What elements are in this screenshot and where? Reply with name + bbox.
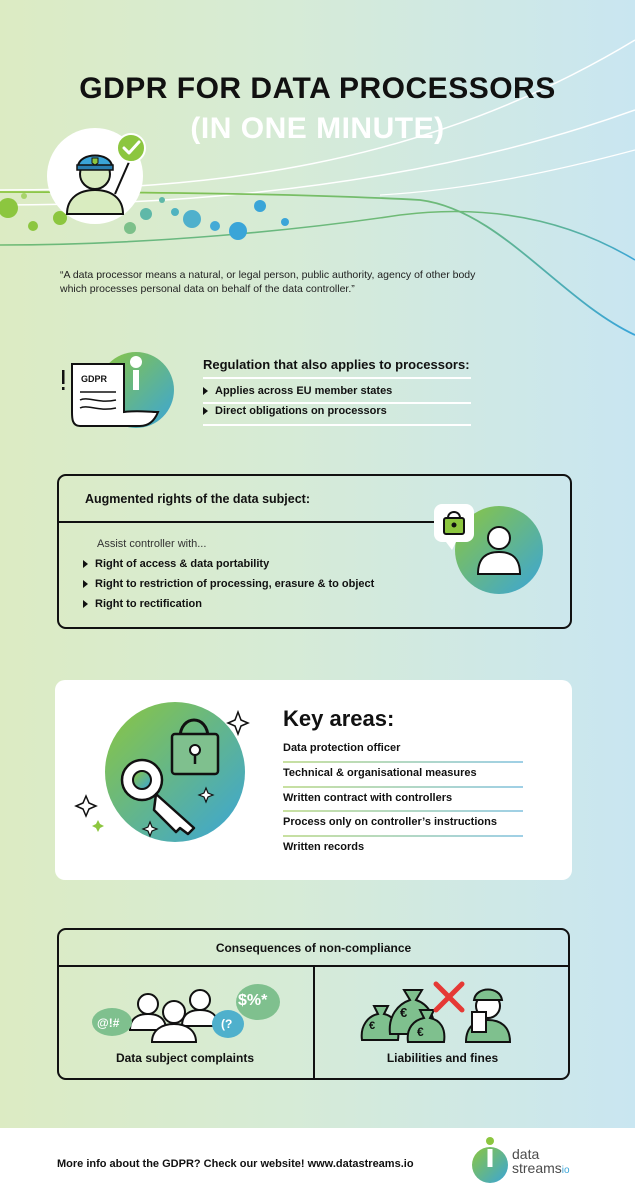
bullet-triangle-icon (83, 560, 88, 568)
euro-symbol: € (369, 1020, 376, 1032)
regulation-title: Regulation that also applies to processors: (203, 357, 470, 372)
speech-bubble-right: $%* (238, 992, 268, 1009)
key-area-item: Written contract with controllers (283, 792, 453, 804)
key-area-item: Process only on controller’s instructions (283, 816, 497, 828)
key-area-item: Written records (283, 841, 365, 853)
gdpr-document-label: GDPR (81, 374, 108, 384)
speech-bubble-left: @!# (97, 1016, 120, 1030)
augmented-rights-divider (57, 521, 449, 523)
right-item: Right to rectification (83, 594, 374, 614)
datastreams-logo-text (512, 1147, 570, 1178)
logo-line-data: data (512, 1146, 540, 1162)
augmented-rights-list (83, 554, 374, 614)
augmented-rights-title: Augmented rights of the data subject: (85, 492, 311, 506)
data-subject-lock-icon (430, 500, 550, 595)
key-area-item: Technical & organisational measures (283, 767, 477, 779)
bullet-triangle-icon (83, 580, 88, 588)
right-item: Right of access & data portability (83, 554, 374, 574)
regulation-divider-bottom (203, 424, 471, 426)
key-area-item: Data protection officer (283, 742, 401, 754)
consequences-title: Consequences of non-compliance (215, 941, 412, 955)
bullet-triangle-icon (83, 600, 88, 608)
fines-label: Liabilities and fines (386, 1051, 499, 1065)
regulation-divider-mid (203, 402, 471, 404)
regulation-list (203, 381, 392, 421)
augmented-rights-intro: Assist controller with... (97, 538, 207, 550)
bullet-triangle-icon (203, 407, 208, 415)
logo-line-streams: streamsio (512, 1160, 570, 1176)
key-and-lock-icon (70, 700, 270, 850)
speech-bubble-middle: (? (221, 1017, 233, 1031)
regulation-item: Direct obligations on processors (203, 401, 392, 421)
processor-definition-quote: “A data processor means a natural, or legal person, public authority, agency of other body which processes personal data on behalf of the data controller.” (60, 269, 476, 295)
euro-symbol: € (417, 1025, 424, 1039)
page-title: GDPR FOR DATA PROCESSORS (79, 72, 556, 105)
gdpr-document-icon (58, 352, 178, 432)
regulation-item: Applies across EU member states (203, 381, 392, 401)
datastreams-logo-icon (470, 1135, 510, 1185)
page-subtitle: (IN ONE MINUTE) (190, 112, 445, 145)
processor-officer-icon (45, 128, 155, 228)
right-item: Right to restriction of processing, erasure & to object (83, 574, 374, 594)
fines-money-bags-icon (358, 978, 528, 1046)
bullet-triangle-icon (203, 387, 208, 395)
key-areas-title: Key areas: (283, 706, 395, 731)
euro-symbol: € (400, 1005, 408, 1020)
footer-website-link[interactable]: More info about the GDPR? Check our website! www.datastreams.io (57, 1158, 414, 1170)
complaints-label: Data subject complaints (115, 1051, 255, 1065)
regulation-divider-top (203, 377, 471, 379)
complaints-group-icon (90, 978, 290, 1046)
